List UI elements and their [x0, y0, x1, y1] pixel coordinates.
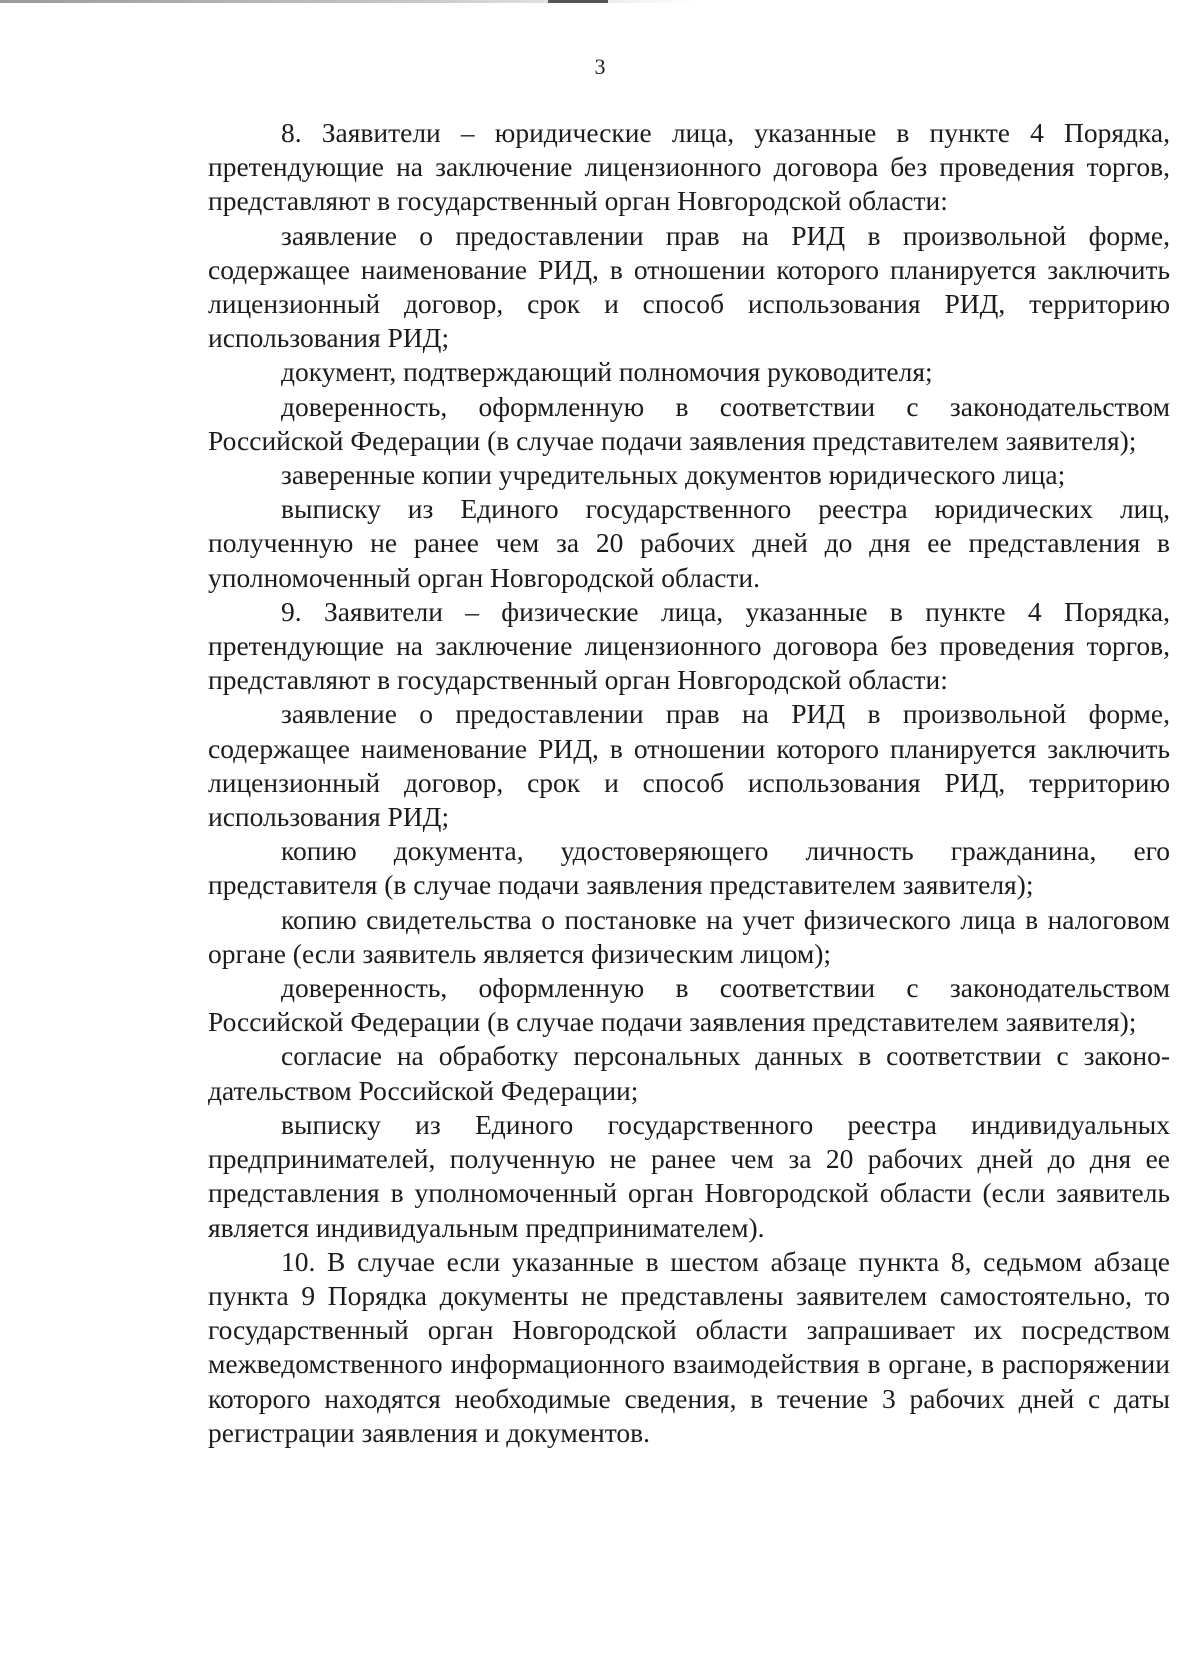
- paragraph-9-identity-document: копию документа, удостоверяющего личность гражданина, его представителя (в случае подачи заявления представителем заявителя);: [208, 835, 1170, 901]
- paragraph-9-personal-data-consent: согласие на обработку персональных данных в соответствии с законо-дательством Российской Федерации;: [208, 1040, 1170, 1106]
- paragraph-9-application: заявление о предоставлении прав на РИД в произвольной форме, содержащее наименование РИД, в отношении которого планируется заключить лицензионный договор, срок и способ использования РИД, территорию использования РИД;: [208, 698, 1170, 833]
- paragraph-9-power-of-attorney: доверенность, оформленную в соответствии с законодательством Российской Федерации (в случае подачи заявления представителем заявителя);: [208, 972, 1170, 1038]
- paragraph-9-intro: 9. Заявители – физические лица, указанные в пункте 4 Порядка, претендующие на заключение лицензионного договора без проведения торгов, представляют в государственный орган Новгородской области:: [208, 595, 1170, 696]
- document-body: [208, 116, 1170, 1450]
- paragraph-10: 10. В случае если указанные в шестом абзаце пункта 8, седьмом абзаце пункта 9 Порядка документы не представлены заявителем самостоятельно, то государственный орган Новгородской области запрашивает их посредством межведомственного информационного взаимодействия в органе, в распоряжении которого находятся необходимые сведения, в течение 3 рабочих дней с даты регистрации заявления и документов.: [208, 1245, 1170, 1448]
- paragraph-8-intro: 8. Заявители – юридические лица, указанные в пункте 4 Порядка, претендующие на заключение лицензионного договора без проведения торгов, представляют в государственный орган Новгородской области:: [208, 117, 1170, 217]
- paragraph-8-authority-document: документ, подтверждающий полномочия руководителя;: [281, 356, 933, 388]
- paragraph-8-registry-extract: выписку из Единого государственного реестра юридических лиц, полученную не ранее чем за 20 рабочих дней до дня ее представления в уполномоченный орган Новгородской области.: [208, 493, 1170, 593]
- paragraph-9-registry-extract: выписку из Единого государственного реестра индивидуальных предпринимателей, полученную не ранее чем за 20 рабочих дней до дня ее представления в уполномоченный орган Новгородской области (если заявитель является индивидуальным предпринимателем).: [208, 1108, 1170, 1243]
- paragraph-8-constituent-documents: заверенные копии учредительных документов юридического лица;: [281, 459, 1066, 491]
- page-number: 3: [594, 54, 606, 79]
- paragraph-8-application: заявление о предоставлении прав на РИД в произвольной форме, содержащее наименование РИД, в отношении которого планируется заключить лицензионный договор, срок и способ использования РИД, территорию использования РИД;: [208, 219, 1170, 354]
- paragraph-8-power-of-attorney: доверенность, оформленную в соответствии с законодательством Российской Федерации (в случае подачи заявления представителем заявителя);: [208, 390, 1170, 456]
- paragraph-9-tax-certificate: копию свидетельства о постановке на учет физического лица в налоговом органе (если заявитель является физическим лицом);: [208, 903, 1170, 969]
- scan-border-mark: [548, 0, 608, 3]
